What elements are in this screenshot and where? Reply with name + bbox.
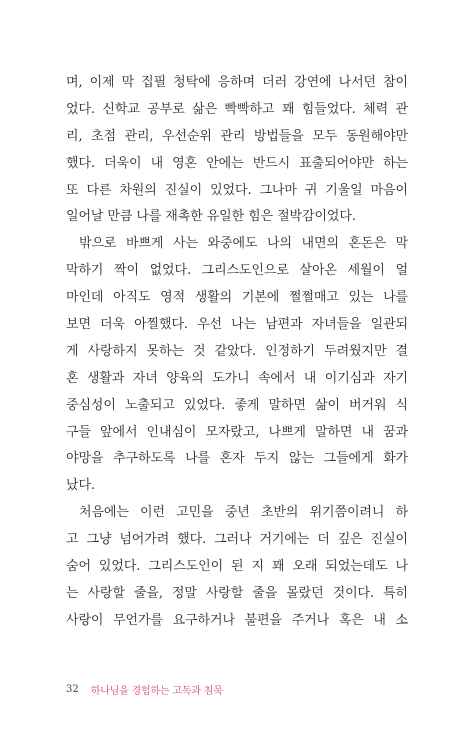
text-line: 했다. 더욱이 내 영혼 안에는 반드시 표출되어야만 하는 (66, 155, 408, 171)
text-line: 중심성이 노출되고 있었다. 좋게 말하면 삶이 버거워 식 (66, 397, 408, 413)
text-line: 었다. 신학교 공부로 삶은 빡빡하고 꽤 힘들었다. 체력 관 (66, 101, 408, 117)
text-line: 며, 이제 막 집필 청탁에 응하며 더러 강연에 나서던 참이 (66, 75, 408, 90)
text-line: 숨어 있었다. 그리스도인이 된 지 꽤 오래 되었는데도 나 (66, 559, 408, 575)
text-line: 야망을 추구하도록 나를 혼자 두지 않는 그들에게 화가 (66, 451, 408, 467)
page-footer (66, 680, 223, 698)
text-line: 리, 초점 관리, 우선순위 관리 방법들을 모두 동원해야만 (66, 128, 408, 144)
paragraph-first-line: 밖으로 바쁘게 사는 와중에도 나의 내면의 혼돈은 막 (79, 236, 408, 252)
page-number: 32 (66, 683, 79, 695)
text-line: 마인데 아직도 영적 생활의 기본에 쩔쩔매고 있는 나를 (66, 290, 408, 306)
text-line: 는 사랑할 줄을, 정말 사랑할 줄을 몰랐던 것이다. 특히 (66, 585, 408, 601)
body-text (66, 70, 408, 635)
running-title: 하나님을 경험하는 고독과 침묵 (90, 685, 223, 697)
text-line: 보면 더욱 아찔했다. 우선 나는 남편과 자녀들을 일관되 (66, 317, 408, 333)
text-line: 구들 앞에서 인내심이 모자랐고, 나쁘게 말하면 내 꿈과 (66, 424, 408, 440)
text-line: 또 다른 차원의 진실이 있었다. 그나마 귀 기울일 마음이 (66, 182, 408, 198)
text-line: 사랑이 무언가를 요구하거나 불편을 주거나 혹은 내 소 (66, 612, 408, 628)
paragraph-first-line: 처음에는 이런 고민을 중년 초반의 위기쯤이려니 하 (79, 505, 408, 521)
text-line: 고 그냥 넘어가려 했다. 그러나 거기에는 더 깊은 진실이 (66, 532, 408, 548)
text-line: 일어날 만큼 나를 재촉한 유일한 힘은 절박감이었다. (66, 209, 356, 225)
text-line: 났다. (66, 478, 95, 494)
text-line: 혼 생활과 자녀 양육의 도가니 속에서 내 이기심과 자기 (66, 370, 408, 386)
text-line: 막하기 짝이 없었다. 그리스도인으로 살아온 세월이 얼 (66, 263, 408, 279)
text-line: 게 사랑하지 못하는 것 같았다. 인정하기 두려웠지만 결 (66, 343, 408, 359)
